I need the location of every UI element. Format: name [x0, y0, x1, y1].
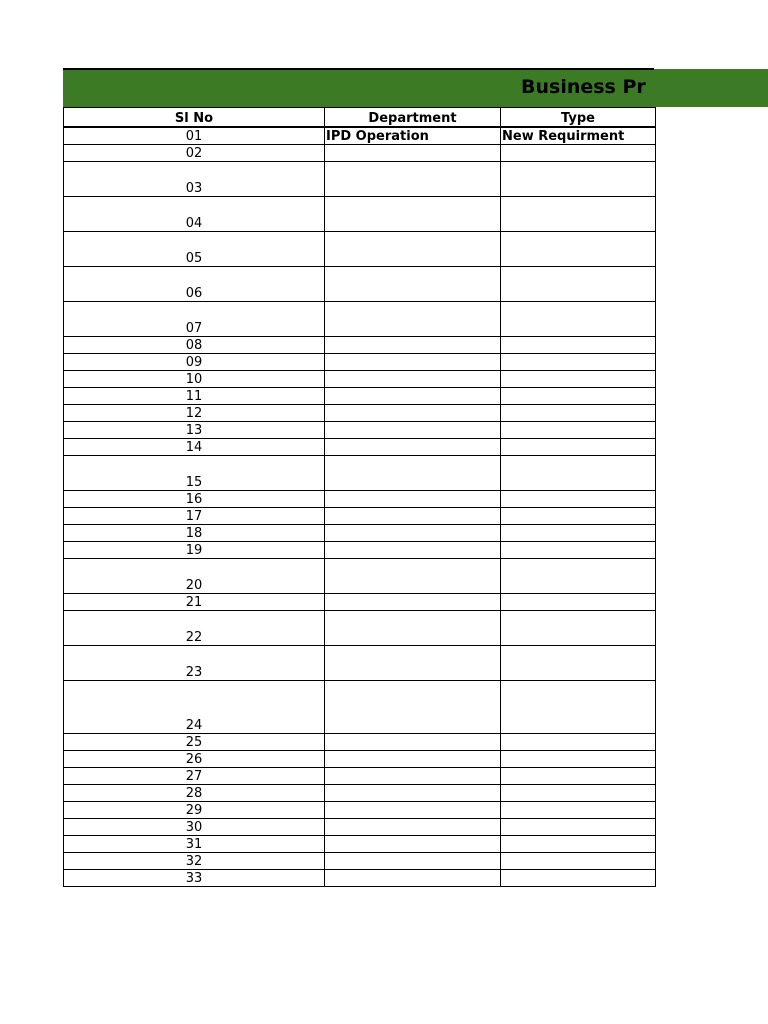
cell-department[interactable] [325, 387, 501, 404]
cell-sl-no[interactable]: 15 [64, 455, 325, 490]
cell-department[interactable] [325, 610, 501, 645]
cell-type[interactable] [501, 301, 656, 336]
cell-type[interactable] [501, 818, 656, 835]
table-row [64, 301, 656, 336]
table-row [64, 196, 656, 231]
sheet-title: Business Pr [521, 76, 646, 98]
table-row [64, 161, 656, 196]
cell-type[interactable] [501, 438, 656, 455]
cell-type[interactable] [501, 784, 656, 801]
cell-type[interactable] [501, 387, 656, 404]
cell-department[interactable] [325, 353, 501, 370]
cell-sl-no[interactable]: 03 [64, 161, 325, 196]
cell-department[interactable] [325, 455, 501, 490]
cell-department[interactable] [325, 750, 501, 767]
cell-department[interactable] [325, 645, 501, 680]
cell-department[interactable] [325, 784, 501, 801]
cell-sl-no[interactable]: 28 [64, 784, 325, 801]
cell-sl-no[interactable]: 20 [64, 558, 325, 593]
cell-department[interactable] [325, 801, 501, 818]
cell-type[interactable] [501, 869, 656, 886]
cell-department[interactable] [325, 524, 501, 541]
cell-sl-no[interactable]: 22 [64, 610, 325, 645]
table-row [64, 784, 656, 801]
header-row [64, 108, 656, 128]
cell-type[interactable] [501, 750, 656, 767]
table-row [64, 680, 656, 733]
cell-type[interactable] [501, 455, 656, 490]
cell-sl-no[interactable]: 21 [64, 593, 325, 610]
cell-sl-no[interactable]: 09 [64, 353, 325, 370]
cell-sl-no[interactable]: 02 [64, 144, 325, 161]
cell-type[interactable] [501, 524, 656, 541]
cell-department[interactable] [325, 301, 501, 336]
table-row [64, 767, 656, 784]
cell-sl-no[interactable]: 30 [64, 818, 325, 835]
cell-type[interactable] [501, 852, 656, 869]
cell-department[interactable] [325, 231, 501, 266]
header-type[interactable]: Type [501, 108, 656, 128]
cell-department[interactable]: IPD Operation [325, 127, 501, 144]
cell-department[interactable] [325, 818, 501, 835]
cell-sl-no[interactable]: 25 [64, 733, 325, 750]
table-row [64, 370, 656, 387]
table-row [64, 593, 656, 610]
cell-type[interactable] [501, 593, 656, 610]
table-row [64, 750, 656, 767]
table-row [64, 266, 656, 301]
cell-type[interactable] [501, 144, 656, 161]
table-row [64, 387, 656, 404]
cell-department[interactable] [325, 507, 501, 524]
table-row [64, 610, 656, 645]
cell-type[interactable] [501, 645, 656, 680]
table-row [64, 801, 656, 818]
cell-sl-no[interactable]: 11 [64, 387, 325, 404]
cell-type[interactable] [501, 353, 656, 370]
cell-department[interactable] [325, 144, 501, 161]
cell-sl-no[interactable]: 05 [64, 231, 325, 266]
cell-sl-no[interactable]: 33 [64, 869, 325, 886]
cell-sl-no[interactable]: 13 [64, 421, 325, 438]
cell-type[interactable] [501, 266, 656, 301]
cell-sl-no[interactable]: 14 [64, 438, 325, 455]
cell-type[interactable] [501, 507, 656, 524]
cell-department[interactable] [325, 421, 501, 438]
cell-department[interactable] [325, 767, 501, 784]
cell-sl-no[interactable]: 07 [64, 301, 325, 336]
cell-type[interactable] [501, 370, 656, 387]
cell-department[interactable] [325, 161, 501, 196]
cell-department[interactable] [325, 266, 501, 301]
table-row [64, 835, 656, 852]
table-row [64, 353, 656, 370]
cell-type[interactable] [501, 610, 656, 645]
cell-type[interactable] [501, 680, 656, 733]
cell-type[interactable] [501, 835, 656, 852]
cell-type[interactable] [501, 558, 656, 593]
cell-department[interactable] [325, 680, 501, 733]
cell-department[interactable] [325, 541, 501, 558]
cell-sl-no[interactable]: 32 [64, 852, 325, 869]
table-row [64, 404, 656, 421]
cell-sl-no[interactable]: 06 [64, 266, 325, 301]
cell-type[interactable] [501, 767, 656, 784]
table-row [64, 455, 656, 490]
cell-sl-no[interactable]: 29 [64, 801, 325, 818]
cell-type[interactable] [501, 541, 656, 558]
cell-sl-no[interactable]: 23 [64, 645, 325, 680]
table-row [64, 490, 656, 507]
cell-department[interactable] [325, 336, 501, 353]
cell-sl-no[interactable]: 17 [64, 507, 325, 524]
table-row [64, 421, 656, 438]
cell-type[interactable] [501, 231, 656, 266]
cell-type[interactable] [501, 196, 656, 231]
cell-sl-no[interactable]: 16 [64, 490, 325, 507]
cell-department[interactable] [325, 490, 501, 507]
cell-department[interactable] [325, 558, 501, 593]
cell-sl-no[interactable]: 04 [64, 196, 325, 231]
table-row [64, 852, 656, 869]
table-row [64, 507, 656, 524]
cell-sl-no[interactable]: 24 [64, 680, 325, 733]
cell-type[interactable] [501, 490, 656, 507]
cell-type[interactable]: New Requirment [501, 127, 656, 144]
cell-department[interactable] [325, 733, 501, 750]
data-table [63, 107, 656, 887]
cell-type[interactable] [501, 161, 656, 196]
table-row [64, 336, 656, 353]
table-row [64, 144, 656, 161]
cell-type[interactable] [501, 421, 656, 438]
cell-sl-no[interactable]: 10 [64, 370, 325, 387]
table-row [64, 127, 656, 144]
table-row [64, 231, 656, 266]
header-department[interactable]: Department [325, 108, 501, 128]
table-row [64, 558, 656, 593]
cell-department[interactable] [325, 196, 501, 231]
table-row [64, 645, 656, 680]
cell-department[interactable] [325, 835, 501, 852]
cell-type[interactable] [501, 336, 656, 353]
cell-department[interactable] [325, 438, 501, 455]
cell-department[interactable] [325, 370, 501, 387]
cell-type[interactable] [501, 801, 656, 818]
header-sl-no[interactable]: Sl No [64, 108, 325, 128]
table-row [64, 541, 656, 558]
table-row [64, 818, 656, 835]
title-cell[interactable] [63, 70, 654, 107]
table-row [64, 869, 656, 886]
cell-type[interactable] [501, 733, 656, 750]
table-row [64, 524, 656, 541]
cell-type[interactable] [501, 404, 656, 421]
cell-sl-no[interactable]: 31 [64, 835, 325, 852]
cell-sl-no[interactable]: 27 [64, 767, 325, 784]
cell-sl-no[interactable]: 01 [64, 127, 325, 144]
table-row [64, 733, 656, 750]
cell-department[interactable] [325, 593, 501, 610]
cell-sl-no[interactable]: 12 [64, 404, 325, 421]
cell-department[interactable] [325, 404, 501, 421]
table-row [64, 438, 656, 455]
cell-sl-no[interactable]: 19 [64, 541, 325, 558]
cell-sl-no[interactable]: 18 [64, 524, 325, 541]
cell-sl-no[interactable]: 08 [64, 336, 325, 353]
cell-department[interactable] [325, 869, 501, 886]
cell-department[interactable] [325, 852, 501, 869]
cell-sl-no[interactable]: 26 [64, 750, 325, 767]
